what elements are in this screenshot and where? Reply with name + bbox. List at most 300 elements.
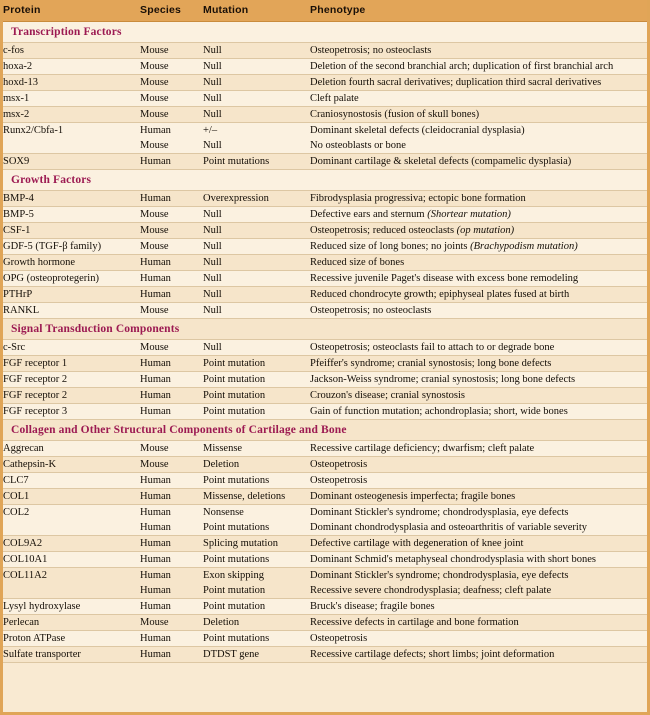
- cell-species: [140, 59, 203, 75]
- cell-phenotype: [310, 340, 647, 356]
- cell-species-line: Human: [140, 554, 171, 565]
- cell-protein-line: FGF receptor 2: [3, 390, 68, 401]
- cell-species: [140, 489, 203, 505]
- cell-mutation-line: DTDST gene: [203, 649, 260, 660]
- cell-species: [140, 191, 203, 207]
- cell-species-line: Human: [140, 538, 171, 549]
- cell-mutation: [203, 59, 310, 75]
- cell-protein: [3, 207, 140, 223]
- cell-mutation-line: Overexpression: [203, 193, 269, 204]
- table-row: [3, 303, 647, 319]
- table-row: [3, 223, 647, 239]
- table-row: [3, 615, 647, 631]
- cell-mutation: [203, 536, 310, 552]
- table-row: [3, 631, 647, 647]
- cell-phenotype-line: Defective cartilage with degeneration of knee joint: [310, 538, 524, 549]
- cell-phenotype: [310, 631, 647, 647]
- table-row: [3, 536, 647, 552]
- cell-protein: [3, 271, 140, 287]
- table-row: [3, 647, 647, 663]
- table-row: [3, 505, 647, 536]
- cell-mutation-line: Null: [203, 140, 222, 151]
- cell-species-line: Human: [140, 125, 171, 136]
- section-title: Transcription Factors: [3, 22, 647, 43]
- table-row: [3, 191, 647, 207]
- cell-protein-line: OPG (osteoprotegerin): [3, 273, 99, 284]
- cell-mutation-line: Point mutations: [203, 633, 270, 644]
- cell-species: [140, 271, 203, 287]
- protein-mutation-table: [3, 0, 647, 663]
- cell-phenotype-line: Osteopetrosis; reduced osteoclasts (op mutation): [310, 225, 515, 236]
- cell-phenotype: [310, 75, 647, 91]
- cell-protein: [3, 154, 140, 170]
- cell-phenotype-line: Dominant Stickler's syndrome; chondrodysplasia, eye defects: [310, 507, 569, 518]
- cell-mutation: [203, 91, 310, 107]
- cell-protein: [3, 356, 140, 372]
- cell-phenotype-line: Recessive severe chondrodysplasia; deafness; cleft palate: [310, 585, 552, 596]
- cell-protein: [3, 441, 140, 457]
- cell-species-line: Mouse: [140, 342, 169, 353]
- cell-species: [140, 552, 203, 568]
- cell-protein-line: FGF receptor 1: [3, 358, 68, 369]
- cell-species: [140, 441, 203, 457]
- cell-phenotype: [310, 441, 647, 457]
- cell-mutation: [203, 340, 310, 356]
- cell-phenotype-line: Dominant cartilage & skeletal defects (compamelic dysplasia): [310, 156, 572, 167]
- cell-mutation: [203, 615, 310, 631]
- cell-mutation: [203, 372, 310, 388]
- cell-protein-line: PTHrP: [3, 289, 33, 300]
- cell-phenotype: [310, 356, 647, 372]
- section-title: Collagen and Other Structural Components of Cartilage and Bone: [3, 420, 647, 441]
- cell-mutation-line: Null: [203, 342, 222, 353]
- cell-species-line: Human: [140, 273, 171, 284]
- section-header-row: [3, 170, 647, 191]
- cell-phenotype: [310, 647, 647, 663]
- cell-protein: [3, 404, 140, 420]
- cell-protein-line: CSF-1: [3, 225, 31, 236]
- cell-phenotype-line: Recessive cartilage defects; short limbs; joint deformation: [310, 649, 555, 660]
- cell-species: [140, 107, 203, 123]
- cell-phenotype: [310, 239, 647, 255]
- cell-protein-line: COL10A1: [3, 554, 48, 565]
- cell-mutation-line: Null: [203, 273, 222, 284]
- cell-species: [140, 223, 203, 239]
- table-row: [3, 441, 647, 457]
- table-row: [3, 473, 647, 489]
- cell-phenotype-line: Pfeiffer's syndrome; cranial synostosis; long bone defects: [310, 358, 552, 369]
- cell-phenotype-line: Jackson-Weiss syndrome; cranial synostosis; long bone defects: [310, 374, 576, 385]
- cell-protein: [3, 615, 140, 631]
- cell-phenotype: [310, 43, 647, 59]
- cell-species: [140, 457, 203, 473]
- cell-mutation-line: Point mutation: [203, 406, 266, 417]
- table-row: [3, 43, 647, 59]
- cell-mutation: [203, 489, 310, 505]
- cell-phenotype: [310, 287, 647, 303]
- cell-phenotype: [310, 154, 647, 170]
- cell-mutation: [203, 441, 310, 457]
- cell-mutation: [203, 154, 310, 170]
- cell-phenotype: [310, 255, 647, 271]
- cell-species-line: Human: [140, 156, 171, 167]
- cell-species-line: Human: [140, 522, 171, 533]
- cell-mutation-line: Deletion: [203, 459, 240, 470]
- cell-phenotype-line: Crouzon's disease; cranial synostosis: [310, 390, 465, 401]
- cell-mutation: [203, 303, 310, 319]
- cell-phenotype-line: No osteoblasts or bone: [310, 140, 406, 151]
- cell-protein: [3, 239, 140, 255]
- cell-protein-line: Runx2/Cbfa-1: [3, 125, 64, 136]
- cell-protein-line: Proton ATPase: [3, 633, 66, 644]
- cell-mutation-line: Exon skipping: [203, 570, 264, 581]
- cell-protein: [3, 599, 140, 615]
- cell-phenotype: [310, 91, 647, 107]
- cell-species-line: Mouse: [140, 45, 169, 56]
- cell-phenotype: [310, 123, 647, 154]
- section-header-row: [3, 319, 647, 340]
- cell-species-line: Human: [140, 475, 171, 486]
- table-header-row: [3, 0, 647, 22]
- cell-phenotype-line: Osteopetrosis; no osteoclasts: [310, 305, 432, 316]
- cell-phenotype: [310, 303, 647, 319]
- cell-phenotype-line: Dominant Stickler's syndrome; chondrodysplasia, eye defects: [310, 570, 569, 581]
- cell-protein: [3, 505, 140, 536]
- cell-species-line: Human: [140, 585, 171, 596]
- cell-mutation-line: Null: [203, 77, 222, 88]
- cell-phenotype: [310, 489, 647, 505]
- table-row: [3, 489, 647, 505]
- cell-species: [140, 505, 203, 536]
- cell-protein: [3, 372, 140, 388]
- cell-species-line: Human: [140, 406, 171, 417]
- cell-mutation: [203, 223, 310, 239]
- cell-species: [140, 473, 203, 489]
- cell-mutation-line: Point mutations: [203, 554, 270, 565]
- cell-species-line: Human: [140, 390, 171, 401]
- cell-mutation-line: Null: [203, 225, 222, 236]
- cell-mutation-line: Point mutations: [203, 475, 270, 486]
- table-row: [3, 239, 647, 255]
- cell-mutation: [203, 404, 310, 420]
- cell-mutation-line: Null: [203, 305, 222, 316]
- column-header-species: Species: [140, 0, 203, 22]
- cell-phenotype-line: Dominant skeletal defects (cleidocranial dysplasia): [310, 125, 525, 136]
- cell-mutation-line: Point mutation: [203, 601, 266, 612]
- cell-species: [140, 207, 203, 223]
- cell-mutation-line: +/–: [203, 125, 218, 136]
- cell-phenotype-line: Osteopetrosis; no osteoclasts: [310, 45, 432, 56]
- cell-protein: [3, 340, 140, 356]
- cell-mutation: [203, 473, 310, 489]
- cell-protein-line: msx-2: [3, 109, 30, 120]
- table-row: [3, 568, 647, 599]
- table-row: [3, 552, 647, 568]
- cell-protein: [3, 91, 140, 107]
- cell-species-line: Mouse: [140, 93, 169, 104]
- column-header-protein: Protein: [3, 0, 140, 22]
- table-row: [3, 271, 647, 287]
- cell-phenotype-line: Dominant osteogenesis imperfecta; fragile bones: [310, 491, 516, 502]
- cell-species: [140, 615, 203, 631]
- section-title: Growth Factors: [3, 170, 647, 191]
- cell-protein-line: FGF receptor 2: [3, 374, 68, 385]
- cell-protein-line: GDF-5 (TGF-β family): [3, 241, 102, 252]
- cell-phenotype-line: Fibrodysplasia progressiva; ectopic bone formation: [310, 193, 526, 204]
- cell-protein: [3, 647, 140, 663]
- cell-phenotype: [310, 599, 647, 615]
- table-row: [3, 255, 647, 271]
- column-header-mutation: Mutation: [203, 0, 310, 22]
- table-row: [3, 388, 647, 404]
- cell-mutation-line: Null: [203, 241, 222, 252]
- table-row: [3, 154, 647, 170]
- column-header-phenotype: Phenotype: [310, 0, 647, 22]
- cell-species-line: Human: [140, 193, 171, 204]
- cell-species-line: Human: [140, 649, 171, 660]
- cell-mutation: [203, 271, 310, 287]
- cell-phenotype-line: Dominant chondrodysplasia and osteoarthritis of variable severity: [310, 522, 588, 533]
- cell-protein: [3, 303, 140, 319]
- cell-protein-line: BMP-4: [3, 193, 34, 204]
- cell-species-line: Mouse: [140, 140, 169, 151]
- cell-species: [140, 154, 203, 170]
- cell-mutation: [203, 631, 310, 647]
- cell-mutation-line: Null: [203, 61, 222, 72]
- cell-species-line: Human: [140, 601, 171, 612]
- cell-mutation-line: Point mutation: [203, 358, 266, 369]
- cell-mutation: [203, 599, 310, 615]
- cell-species: [140, 388, 203, 404]
- cell-species: [140, 568, 203, 599]
- cell-protein-line: CLC7: [3, 475, 29, 486]
- cell-species-line: Human: [140, 358, 171, 369]
- cell-phenotype: [310, 615, 647, 631]
- cell-phenotype: [310, 59, 647, 75]
- cell-phenotype: [310, 536, 647, 552]
- cell-mutation: [203, 43, 310, 59]
- cell-phenotype-line: Reduced chondrocyte growth; epiphyseal plates fused at birth: [310, 289, 570, 300]
- cell-mutation-line: Point mutations: [203, 156, 270, 167]
- cell-mutation: [203, 647, 310, 663]
- cell-protein-line: hoxa-2: [3, 61, 33, 72]
- cell-phenotype: [310, 372, 647, 388]
- cell-phenotype-line: Recessive defects in cartilage and bone formation: [310, 617, 519, 628]
- cell-phenotype: [310, 473, 647, 489]
- cell-protein-line: msx-1: [3, 93, 30, 104]
- cell-mutation-line: Missense: [203, 443, 243, 454]
- cell-species: [140, 91, 203, 107]
- cell-protein: [3, 191, 140, 207]
- cell-phenotype-line: Recessive juvenile Paget's disease with excess bone remodeling: [310, 273, 579, 284]
- cell-protein: [3, 457, 140, 473]
- cell-species-line: Mouse: [140, 459, 169, 470]
- cell-species: [140, 647, 203, 663]
- cell-protein: [3, 631, 140, 647]
- cell-mutation-line: Point mutation: [203, 390, 266, 401]
- cell-mutation: [203, 239, 310, 255]
- cell-mutation-line: Deletion: [203, 617, 240, 628]
- cell-species-line: Mouse: [140, 225, 169, 236]
- cell-species: [140, 239, 203, 255]
- cell-species: [140, 356, 203, 372]
- cell-phenotype-line: Deletion of the second branchial arch; duplication of first branchial arch: [310, 61, 614, 72]
- cell-mutation-line: Null: [203, 93, 222, 104]
- cell-protein-line: Growth hormone: [3, 257, 76, 268]
- cell-protein-line: Perlecan: [3, 617, 40, 628]
- cell-protein-line: COL11A2: [3, 570, 47, 581]
- cell-species: [140, 631, 203, 647]
- cell-phenotype-line: Recessive cartilage deficiency; dwarfism; cleft palate: [310, 443, 535, 454]
- cell-phenotype: [310, 107, 647, 123]
- cell-protein: [3, 552, 140, 568]
- cell-mutation: [203, 505, 310, 536]
- cell-species: [140, 536, 203, 552]
- cell-species-line: Human: [140, 257, 171, 268]
- cell-protein: [3, 43, 140, 59]
- cell-protein-line: Aggrecan: [3, 443, 44, 454]
- cell-species-line: Human: [140, 374, 171, 385]
- cell-protein-line: COL9A2: [3, 538, 43, 549]
- cell-species: [140, 75, 203, 91]
- cell-species-line: Mouse: [140, 209, 169, 220]
- table-header: [3, 0, 647, 22]
- cell-phenotype: [310, 191, 647, 207]
- cell-phenotype-line: Gain of function mutation; achondroplasia; short, wide bones: [310, 406, 568, 417]
- cell-phenotype-line: Deletion fourth sacral derivatives; duplication third sacral derivatives: [310, 77, 602, 88]
- table-row: [3, 75, 647, 91]
- table-row: [3, 123, 647, 154]
- cell-mutation: [203, 552, 310, 568]
- cell-protein-line: Sulfate transporter: [3, 649, 81, 660]
- table-row: [3, 457, 647, 473]
- cell-species-line: Mouse: [140, 109, 169, 120]
- cell-mutation-line: Null: [203, 257, 222, 268]
- cell-phenotype: [310, 207, 647, 223]
- cell-species: [140, 287, 203, 303]
- cell-mutation: [203, 191, 310, 207]
- cell-phenotype: [310, 223, 647, 239]
- section-header-row: [3, 22, 647, 43]
- cell-mutation: [203, 255, 310, 271]
- cell-mutation-line: Null: [203, 109, 222, 120]
- cell-mutation-line: Splicing mutation: [203, 538, 278, 549]
- cell-mutation: [203, 388, 310, 404]
- cell-species-line: Mouse: [140, 443, 169, 454]
- cell-species-line: Mouse: [140, 77, 169, 88]
- table-row: [3, 404, 647, 420]
- cell-phenotype-line: Reduced size of bones: [310, 257, 405, 268]
- cell-protein: [3, 568, 140, 599]
- section-title: Signal Transduction Components: [3, 319, 647, 340]
- section-header-row: [3, 420, 647, 441]
- cell-mutation-line: Null: [203, 45, 222, 56]
- cell-mutation-line: Point mutation: [203, 374, 266, 385]
- table-row: [3, 356, 647, 372]
- cell-mutation: [203, 207, 310, 223]
- cell-species-line: Mouse: [140, 241, 169, 252]
- cell-species-line: Human: [140, 570, 171, 581]
- cell-phenotype: [310, 404, 647, 420]
- cell-mutation: [203, 568, 310, 599]
- cell-protein-line: hoxd-13: [3, 77, 38, 88]
- cell-protein: [3, 107, 140, 123]
- cell-phenotype-line: Defective ears and sternum (Shortear mutation): [310, 209, 511, 220]
- cell-protein-line: Cathepsin-K: [3, 459, 57, 470]
- cell-phenotype-line: Osteopetrosis: [310, 633, 368, 644]
- cell-phenotype: [310, 388, 647, 404]
- table-row: [3, 599, 647, 615]
- cell-species: [140, 340, 203, 356]
- cell-protein: [3, 287, 140, 303]
- cell-protein-line: c-fos: [3, 45, 24, 56]
- cell-species: [140, 123, 203, 154]
- cell-protein: [3, 59, 140, 75]
- cell-species-line: Human: [140, 491, 171, 502]
- cell-phenotype: [310, 568, 647, 599]
- table-row: [3, 107, 647, 123]
- cell-species-line: Mouse: [140, 305, 169, 316]
- cell-protein: [3, 489, 140, 505]
- cell-protein-line: FGF receptor 3: [3, 406, 68, 417]
- cell-phenotype-line: Reduced size of long bones; no joints (Brachypodism mutation): [310, 241, 578, 252]
- cell-phenotype: [310, 457, 647, 473]
- cell-species: [140, 303, 203, 319]
- table-row: [3, 372, 647, 388]
- cell-protein-line: RANKL: [3, 305, 40, 316]
- table-body: [3, 22, 647, 663]
- cell-species-line: Human: [140, 633, 171, 644]
- cell-protein: [3, 536, 140, 552]
- cell-protein: [3, 255, 140, 271]
- cell-species: [140, 255, 203, 271]
- cell-mutation: [203, 287, 310, 303]
- cell-phenotype-line: Osteopetrosis: [310, 459, 368, 470]
- cell-mutation-line: Nonsense: [203, 507, 244, 518]
- cell-mutation-line: Null: [203, 289, 222, 300]
- cell-protein-line: SOX9: [3, 156, 30, 167]
- cell-mutation-line: Null: [203, 209, 222, 220]
- table-row: [3, 207, 647, 223]
- cell-mutation: [203, 457, 310, 473]
- cell-protein-line: c-Src: [3, 342, 26, 353]
- cell-species: [140, 372, 203, 388]
- cell-species-line: Mouse: [140, 61, 169, 72]
- table-row: [3, 59, 647, 75]
- cell-mutation-line: Missense, deletions: [203, 491, 286, 502]
- cell-protein: [3, 473, 140, 489]
- cell-phenotype: [310, 505, 647, 536]
- cell-protein: [3, 123, 140, 154]
- cell-protein: [3, 388, 140, 404]
- cell-protein-line: COL1: [3, 491, 30, 502]
- table-row: [3, 91, 647, 107]
- cell-mutation-line: Point mutation: [203, 585, 266, 596]
- cell-mutation: [203, 356, 310, 372]
- cell-protein-line: COL2: [3, 507, 30, 518]
- cell-phenotype-line: Bruck's disease; fragile bones: [310, 601, 435, 612]
- cell-mutation: [203, 107, 310, 123]
- table-row: [3, 340, 647, 356]
- cell-phenotype-line: Cleft palate: [310, 93, 359, 104]
- cell-protein: [3, 75, 140, 91]
- cell-phenotype-line: Osteopetrosis; osteoclasts fail to attach to or degrade bone: [310, 342, 555, 353]
- cell-species-line: Human: [140, 507, 171, 518]
- table-row: [3, 287, 647, 303]
- cell-species-line: Mouse: [140, 617, 169, 628]
- cell-phenotype: [310, 552, 647, 568]
- cell-mutation: [203, 123, 310, 154]
